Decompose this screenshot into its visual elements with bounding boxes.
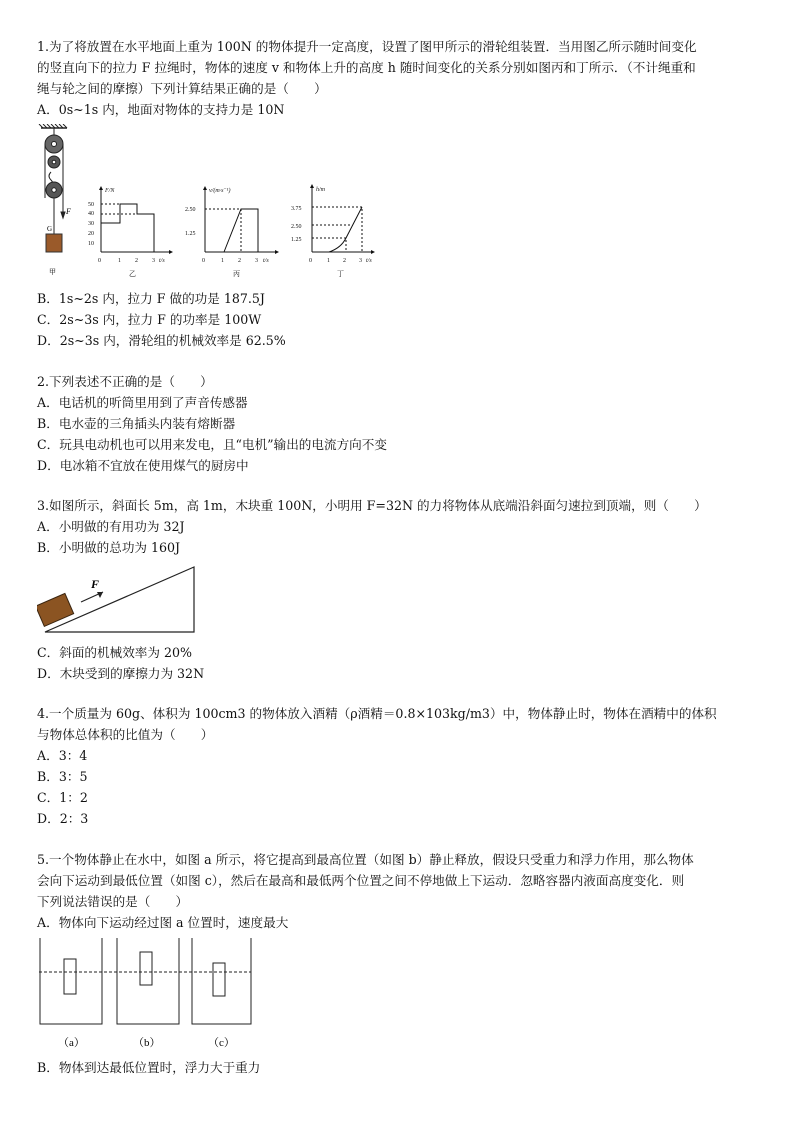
ding-ytick-375: 3.75 [291,206,302,212]
chart-ding [291,184,375,278]
q1-stem-line-1: 1.为了将放置在水平地面上重为 100N 的物体提升一定高度，设置了图甲所示的滑轮组装置．当用图乙所示随时间变化 [37,39,697,54]
q2-option-b: B．电水壶的三角插头内装有熔断器 [37,416,236,431]
q4-stem-line-1: 4.一个质量为 60g、体积为 100cm3 的物体放入酒精（ρ酒精＝0.8×103kg/m3）中，物体静止时，物体在酒精中的体积 [37,706,717,721]
q1-figure [37,124,377,280]
force-label: F [91,577,100,591]
q3-option-a: A．小明做的有用功为 32J [37,519,185,534]
chart-bing [185,186,279,278]
q5-stem-line-3: 下列说法错误的是（ ） [37,894,189,909]
yi-guides [101,204,137,214]
yi-ytick-20: 20 [88,231,94,237]
q1-stem-line-3: 绳与轮之间的摩擦）下列计算结果正确的是（ ） [37,81,327,96]
q4-stem-line-2: 与物体总体积的比值为（ ） [37,727,214,742]
ding-xtick-2: 2 [343,258,346,264]
yi-ytick-10: 10 [88,241,94,247]
q1-option-b: B．1s~2s 内，拉力 F 做的功是 187.5J [37,291,265,306]
yi-ytick-50: 50 [88,202,94,208]
ding-ytick-125: 1.25 [291,237,302,243]
chart-yi [88,186,173,278]
q2-option-c: C．玩具电动机也可以用来发电，且“电机”输出的电流方向不变 [37,437,387,452]
ding-xunit: t/s [366,258,372,264]
yi-series-line [101,204,154,252]
ding-ytick-250: 2.50 [291,224,302,230]
q3-incline-figure [37,562,199,636]
q2-option-a: A．电话机的听筒里用到了声音传感器 [37,395,248,410]
ding-xtick-3: 3 [359,258,362,264]
yi-ytick-30: 30 [88,221,94,227]
container-c [192,938,251,1024]
bing-xtick-2: 2 [238,258,241,264]
yi-xunit: t/s [159,258,165,264]
bing-xtick-1: 1 [221,258,224,264]
label-a: （a） [58,1037,85,1049]
ding-caption: 丁 [337,270,344,278]
q2-option-d: D．电冰箱不宜放在使用煤气的厨房中 [37,458,249,473]
yi-xtick-3: 3 [152,258,155,264]
q4-option-d: D．2：3 [37,811,89,826]
bing-ytick-250: 2.50 [185,207,196,213]
q5-stem-line-2: 会向下运动到最低位置（如图 c），然后在最高和最低两个位置之间不停地做上下运动．忽略容器内液面高度变化．则 [37,873,685,888]
label-c: （c） [208,1037,235,1049]
force-arrow-head [97,592,103,598]
container-b [117,938,179,1024]
q2-stem: 2.下列表述不正确的是（ ） [37,374,213,389]
yi-xtick-1: 1 [118,258,121,264]
pulley-system [39,124,67,252]
q3-option-c: C．斜面的机械效率为 20% [37,645,192,660]
pulley-force-label: F [66,207,71,216]
pulley-weight-label: G [47,225,53,233]
bing-xtick-3: 3 [255,258,258,264]
bing-ylabel: v/(m·s⁻¹) [209,188,231,194]
q5-stem-line-1: 5.一个物体静止在水中，如图 a 所示，将它提高到最高位置（如图 b）静止释放，假设只受重力和浮力作用，那么物体 [37,852,694,867]
bing-ytick-125: 1.25 [185,231,196,237]
yi-caption: 乙 [129,270,136,278]
q5-option-a: A．物体向下运动经过图 a 位置时，速度最大 [37,915,289,930]
ding-guides [312,207,362,252]
ding-xtick-0: 0 [309,258,312,264]
container-a [40,938,102,1024]
yi-xtick-2: 2 [135,258,138,264]
pulley-caption: 甲 [49,268,56,276]
yi-ylabel: F/N [105,188,115,194]
yi-xtick-0: 0 [98,258,101,264]
bing-caption: 丙 [233,270,240,278]
q4-option-a: A．3：4 [37,748,88,763]
q4-option-b: B．3：5 [37,769,88,784]
q1-stem-line-2: 的竖直向下的拉力 F 拉绳时，物体的速度 v 和物体上升的高度 h 随时间变化的关系分别如图丙和丁所示．（不计绳重和 [37,60,696,75]
ding-xtick-1: 1 [327,258,330,264]
q1-option-c: C．2s~3s 内，拉力 F 的功率是 100W [37,312,262,327]
q3-option-d: D．木块受到的摩擦力为 32N [37,666,205,681]
ding-ylabel: h/m [316,187,325,193]
q5-containers-figure [37,936,257,1054]
q1-option-a: A．0s~1s 内，地面对物体的支持力是 10N [37,102,285,117]
q3-option-b: B．小明做的总功为 160J [37,540,181,555]
label-b: （b） [133,1037,161,1049]
bing-guides [205,209,241,252]
q5-option-b: B．物体到达最低位置时，浮力大于重力 [37,1060,261,1075]
bing-xunit: t/s [263,258,269,264]
q4-option-c: C．1：2 [37,790,88,805]
q3-stem: 3.如图所示，斜面长 5m，高 1m，木块重 100N，小明用 F=32N 的力将物体从底端沿斜面匀速拉到顶端，则（ ） [37,498,707,513]
yi-ytick-40: 40 [88,211,94,217]
bing-xtick-0: 0 [202,258,205,264]
q1-option-d: D．2s~3s 内，滑轮组的机械效率是 62.5% [37,333,286,348]
